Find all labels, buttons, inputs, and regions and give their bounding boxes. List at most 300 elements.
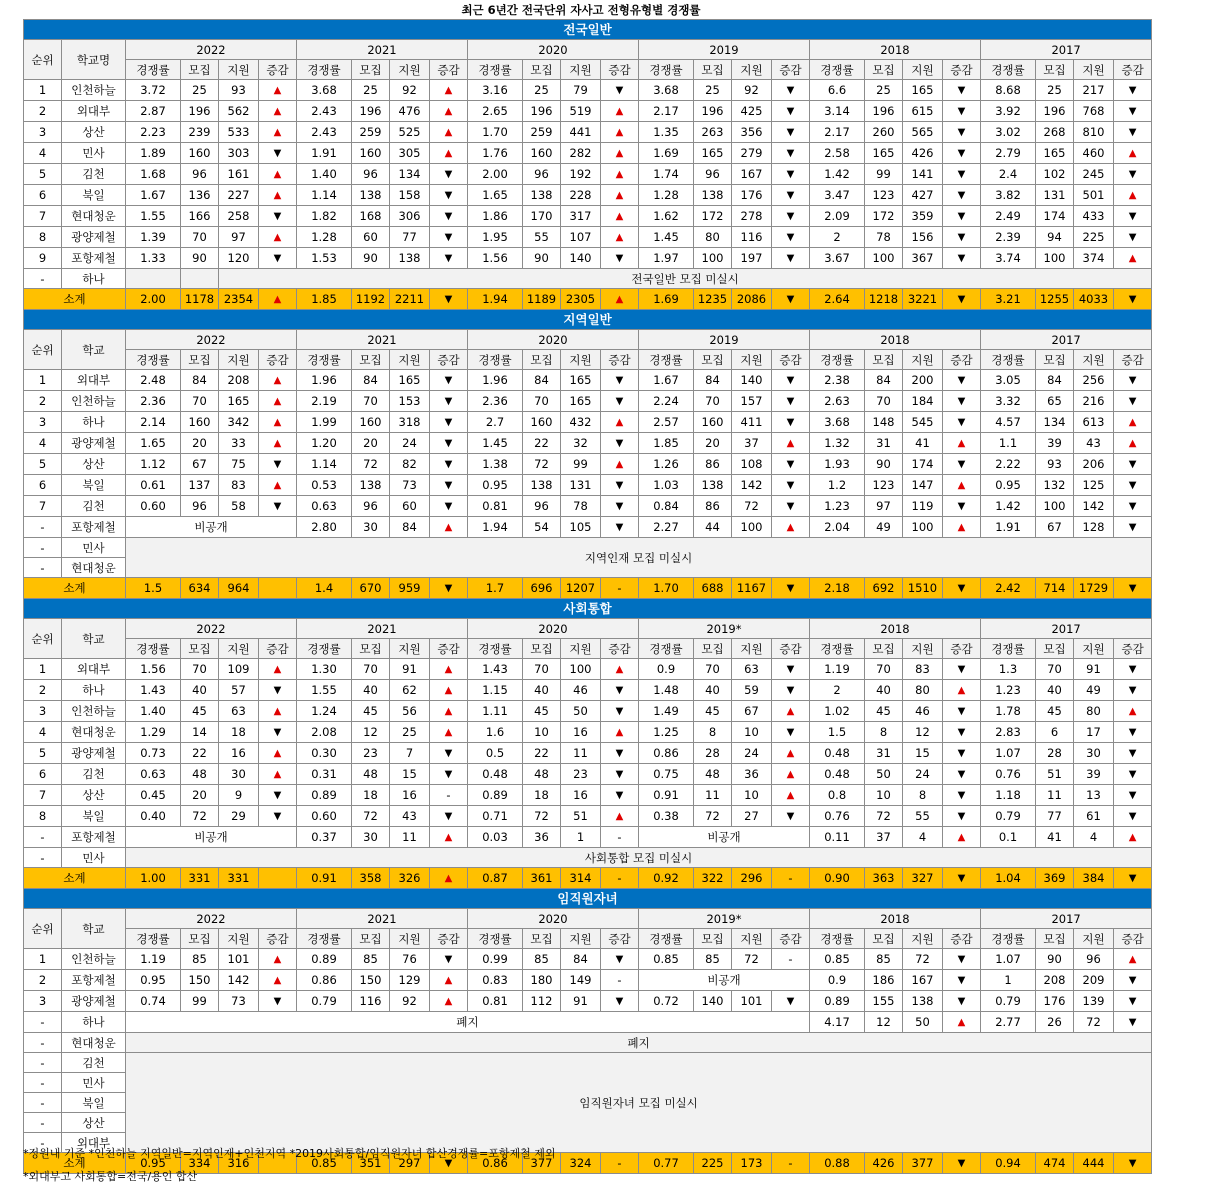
- quota-cell: 1235: [694, 289, 732, 310]
- down-triangle-icon: ▼: [957, 211, 966, 222]
- quota-cell: 70: [181, 659, 219, 680]
- rate-cell: 1.65: [468, 185, 523, 206]
- column-header: 증감: [430, 929, 468, 949]
- trend-cell: [943, 991, 981, 1012]
- rate-cell: 1.3: [981, 659, 1036, 680]
- applicant-cell: 149: [561, 970, 601, 991]
- column-header: 증감: [430, 639, 468, 659]
- rate-cell: 1.48: [639, 680, 694, 701]
- trend-cell: [1114, 578, 1152, 599]
- quota-cell: 160: [523, 412, 561, 433]
- up-triangle-icon: ▲: [273, 396, 282, 407]
- applicant-cell: 101: [219, 949, 259, 970]
- rank-cell: 1: [24, 659, 62, 680]
- trend-cell: [601, 764, 639, 785]
- up-triangle-icon: ▲: [615, 127, 624, 138]
- rate-cell: 1.5: [810, 722, 865, 743]
- rate-cell: 0.92: [639, 868, 694, 889]
- year-header: 2020: [468, 619, 639, 639]
- quota-cell: 22: [181, 743, 219, 764]
- applicant-cell: 959: [390, 578, 430, 599]
- up-triangle-icon: ▲: [1128, 417, 1137, 428]
- applicant-cell: 2211: [390, 289, 430, 310]
- up-triangle-icon: ▲: [1128, 954, 1137, 965]
- quota-cell: 25: [352, 80, 390, 101]
- trend-cell: [430, 248, 468, 269]
- school-name: 상산: [62, 785, 126, 806]
- rate-cell: 0.99: [468, 949, 523, 970]
- rate-cell: 1.70: [639, 578, 694, 599]
- rate-cell: 0.90: [810, 868, 865, 889]
- quota-cell: 1192: [352, 289, 390, 310]
- quota-cell: 96: [523, 496, 561, 517]
- rate-cell: 0.79: [981, 991, 1036, 1012]
- rate-cell: 0.48: [810, 764, 865, 785]
- rank-cell: 2: [24, 970, 62, 991]
- trend-cell: [943, 764, 981, 785]
- up-triangle-icon: ▲: [615, 727, 624, 738]
- school-name: 현대청운: [62, 1033, 126, 1053]
- applicant-cell: 55: [903, 806, 943, 827]
- table-row: [24, 164, 1152, 185]
- trend-cell: [430, 227, 468, 248]
- trend-cell: [259, 475, 297, 496]
- applicant-cell: 964: [219, 578, 259, 599]
- table-row: [24, 370, 1152, 391]
- trend-cell: [772, 206, 810, 227]
- column-header: 경쟁률: [981, 929, 1036, 949]
- rate-cell: 1.49: [639, 701, 694, 722]
- down-triangle-icon: ▼: [444, 1158, 453, 1169]
- column-header: 증감: [601, 929, 639, 949]
- trend-cell: [943, 1012, 981, 1033]
- trend-cell: [772, 743, 810, 764]
- down-triangle-icon: ▼: [1128, 106, 1137, 117]
- rate-cell: 0.03: [468, 827, 523, 848]
- rank-cell: -: [24, 269, 62, 289]
- down-triangle-icon: ▼: [1128, 769, 1137, 780]
- down-triangle-icon: ▼: [957, 873, 966, 884]
- quota-cell: 84: [694, 370, 732, 391]
- rate-cell: 0.63: [126, 764, 181, 785]
- applicant-cell: 501: [1074, 185, 1114, 206]
- trend-cell: [601, 701, 639, 722]
- school-name: 민사: [62, 1073, 126, 1093]
- column-header: 증감: [430, 350, 468, 370]
- up-triangle-icon: ▲: [444, 148, 453, 159]
- rate-cell: 0.48: [468, 764, 523, 785]
- table-row: [24, 101, 1152, 122]
- quota-cell: 150: [181, 970, 219, 991]
- applicant-cell: 24: [732, 743, 772, 764]
- column-header: 지원: [219, 60, 259, 80]
- down-triangle-icon: ▼: [273, 211, 282, 222]
- rank-cell: 8: [24, 227, 62, 248]
- down-triangle-icon: ▼: [444, 501, 453, 512]
- rate-cell: 3.02: [981, 122, 1036, 143]
- trend-cell: -: [601, 578, 639, 599]
- school-name: 민사: [62, 848, 126, 868]
- column-header: 경쟁률: [810, 929, 865, 949]
- rate-cell: 0.95: [468, 475, 523, 496]
- column-header: 지원: [390, 639, 430, 659]
- trend-cell: [1114, 206, 1152, 227]
- table-row: [24, 949, 1152, 970]
- applicant-cell: 80: [1074, 701, 1114, 722]
- rate-cell: 1.23: [981, 680, 1036, 701]
- trend-cell: [772, 433, 810, 454]
- column-header: 경쟁률: [981, 350, 1036, 370]
- applicant-cell: 108: [732, 454, 772, 475]
- trend-cell: [259, 578, 297, 599]
- rate-cell: 0.1: [981, 827, 1036, 848]
- rate-cell: 3.67: [810, 248, 865, 269]
- applicant-cell: 1167: [732, 578, 772, 599]
- school-name: 인천하늘: [62, 701, 126, 722]
- applicant-cell: 1207: [561, 578, 601, 599]
- rate-cell: 1.14: [297, 454, 352, 475]
- rate-cell: 0.88: [810, 1153, 865, 1174]
- school-name: 하나: [62, 680, 126, 701]
- trend-cell: [1114, 827, 1152, 848]
- trend-cell: [1114, 391, 1152, 412]
- column-header: 지원: [1074, 350, 1114, 370]
- trend-cell: [601, 454, 639, 475]
- trend-cell: [601, 433, 639, 454]
- applicant-cell: 8: [903, 785, 943, 806]
- quota-cell: 70: [694, 659, 732, 680]
- quota-cell: 361: [523, 868, 561, 889]
- applicant-cell: 142: [1074, 496, 1114, 517]
- column-header: 지원: [561, 929, 601, 949]
- rank-cell: 6: [24, 185, 62, 206]
- table-row: [24, 722, 1152, 743]
- school-name: 하나: [62, 1012, 126, 1033]
- applicant-cell: 134: [390, 164, 430, 185]
- up-triangle-icon: ▲: [1128, 148, 1137, 159]
- total-row: [24, 578, 1152, 599]
- applicant-cell: 100: [732, 517, 772, 538]
- school-name: 김천: [62, 764, 126, 785]
- applicant-cell: 11: [561, 743, 601, 764]
- rate-cell: 1.43: [468, 659, 523, 680]
- quota-cell: 22: [523, 743, 561, 764]
- applicant-cell: 165: [219, 391, 259, 412]
- rate-cell: 0.9: [810, 970, 865, 991]
- trend-cell: [430, 143, 468, 164]
- trend-cell: [259, 680, 297, 701]
- rate-cell: 2.64: [810, 289, 865, 310]
- column-header: 증감: [601, 60, 639, 80]
- applicant-cell: 533: [219, 122, 259, 143]
- quota-cell: 96: [352, 164, 390, 185]
- closed-label: 폐지: [126, 1012, 810, 1033]
- up-triangle-icon: ▲: [786, 748, 795, 759]
- trend-cell: [1114, 80, 1152, 101]
- school-name: 하나: [62, 412, 126, 433]
- column-header: 증감: [943, 929, 981, 949]
- applicant-cell: 120: [219, 248, 259, 269]
- year-header: 2020: [468, 909, 639, 929]
- applicant-cell: 73: [219, 991, 259, 1012]
- applicant-cell: 256: [1074, 370, 1114, 391]
- applicant-cell: 72: [732, 949, 772, 970]
- trend-cell: [601, 991, 639, 1012]
- quota-cell: 72: [523, 454, 561, 475]
- applicant-cell: 165: [903, 80, 943, 101]
- column-header: 모집: [523, 60, 561, 80]
- rate-cell: 0.95: [126, 1153, 181, 1174]
- applicant-cell: 303: [219, 143, 259, 164]
- up-triangle-icon: ▲: [615, 232, 624, 243]
- table-row: [24, 412, 1152, 433]
- rate-cell: 0.71: [468, 806, 523, 827]
- rate-cell: 1.53: [297, 248, 352, 269]
- school-name: 인천하늘: [62, 391, 126, 412]
- applicant-cell: 56: [390, 701, 430, 722]
- quota-cell: 174: [1036, 206, 1074, 227]
- quota-cell: 60: [352, 227, 390, 248]
- trend-cell: [259, 206, 297, 227]
- rate-cell: 1.25: [639, 722, 694, 743]
- applicant-cell: 374: [1074, 248, 1114, 269]
- quota-cell: 96: [694, 164, 732, 185]
- school-header: 학교: [62, 909, 126, 949]
- year-header: 2019: [639, 330, 810, 350]
- footnote-line: *정원내 기준 *인천하늘 지역일반=지역인재+인천지역 *2019사회통합/임직원자녀 합산경쟁률=포항제철 제외: [23, 1147, 556, 1160]
- column-header: 모집: [865, 60, 903, 80]
- down-triangle-icon: ▼: [1128, 996, 1137, 1007]
- rank-cell: -: [24, 1113, 62, 1133]
- column-header: 모집: [694, 60, 732, 80]
- year-header: 2018: [810, 619, 981, 639]
- rate-cell: 1.14: [297, 185, 352, 206]
- school-name: 북일: [62, 1093, 126, 1113]
- trend-cell: [259, 868, 297, 889]
- quota-cell: 78: [865, 227, 903, 248]
- applicant-cell: 158: [390, 185, 430, 206]
- quota-cell: 44: [694, 517, 732, 538]
- rate-cell: 1.19: [126, 949, 181, 970]
- closed-label: 폐지: [126, 1033, 1152, 1053]
- up-triangle-icon: ▲: [444, 85, 453, 96]
- quota-cell: 72: [181, 806, 219, 827]
- down-triangle-icon: ▼: [786, 169, 795, 180]
- quota-cell: 331: [181, 868, 219, 889]
- up-triangle-icon: ▲: [1128, 832, 1137, 843]
- school-name: 현대청운: [62, 206, 126, 227]
- quota-cell: 25: [181, 80, 219, 101]
- rate-cell: 1.94: [468, 517, 523, 538]
- rate-cell: 1.18: [981, 785, 1036, 806]
- table-row: [24, 517, 1152, 538]
- down-triangle-icon: ▼: [273, 790, 282, 801]
- trend-cell: -: [601, 1153, 639, 1174]
- applicant-cell: 46: [561, 680, 601, 701]
- table-row: [24, 701, 1152, 722]
- down-triangle-icon: ▼: [1128, 459, 1137, 470]
- quota-cell: 85: [865, 949, 903, 970]
- quota-cell: 72: [523, 806, 561, 827]
- column-header: 지원: [219, 929, 259, 949]
- rate-cell: 0.85: [810, 949, 865, 970]
- column-header: 모집: [865, 639, 903, 659]
- applicant-cell: 138: [390, 248, 430, 269]
- quota-cell: 634: [181, 578, 219, 599]
- applicant-cell: 92: [390, 80, 430, 101]
- trend-cell: [259, 722, 297, 743]
- school-header: 학교: [62, 330, 126, 370]
- rate-cell: 1.28: [297, 227, 352, 248]
- quota-cell: 10: [523, 722, 561, 743]
- trend-cell: [772, 578, 810, 599]
- up-triangle-icon: ▲: [1128, 438, 1137, 449]
- trend-cell: [430, 701, 468, 722]
- quota-cell: 70: [352, 659, 390, 680]
- trend-cell: [772, 143, 810, 164]
- rate-cell: 1.45: [639, 227, 694, 248]
- up-triangle-icon: ▲: [615, 811, 624, 822]
- quota-cell: 86: [694, 454, 732, 475]
- down-triangle-icon: ▼: [273, 459, 282, 470]
- rate-cell: 1.39: [126, 227, 181, 248]
- rate-cell: 1.6: [468, 722, 523, 743]
- section-title: 지역일반: [24, 310, 1152, 330]
- rate-cell: 1.56: [126, 659, 181, 680]
- table-row: [24, 248, 1152, 269]
- quota-cell: 25: [1036, 80, 1074, 101]
- column-header: 모집: [181, 350, 219, 370]
- trend-cell: [601, 164, 639, 185]
- quota-cell: 96: [523, 164, 561, 185]
- column-header-row: [24, 929, 1152, 949]
- trend-cell: [943, 227, 981, 248]
- applicant-cell: 96: [1074, 949, 1114, 970]
- rate-cell: 0.91: [639, 785, 694, 806]
- quota-cell: 97: [865, 496, 903, 517]
- column-header: 증감: [772, 60, 810, 80]
- rate-cell: 3.21: [981, 289, 1036, 310]
- quota-cell: 10: [865, 785, 903, 806]
- table-row: [24, 391, 1152, 412]
- trend-cell: [601, 143, 639, 164]
- up-triangle-icon: ▲: [273, 975, 282, 986]
- applicant-cell: 97: [219, 227, 259, 248]
- down-triangle-icon: ▼: [615, 769, 624, 780]
- applicant-cell: 227: [219, 185, 259, 206]
- down-triangle-icon: ▼: [786, 685, 795, 696]
- applicant-cell: 83: [219, 475, 259, 496]
- applicant-cell: 197: [732, 248, 772, 269]
- rate-cell: 1.23: [810, 496, 865, 517]
- down-triangle-icon: ▼: [615, 954, 624, 965]
- trend-cell: [430, 764, 468, 785]
- down-triangle-icon: ▼: [615, 790, 624, 801]
- private-label: 비공개: [126, 517, 297, 538]
- down-triangle-icon: ▼: [1128, 748, 1137, 759]
- quota-cell: 132: [1036, 475, 1074, 496]
- column-header: 증감: [1114, 60, 1152, 80]
- rate-cell: 1.28: [639, 185, 694, 206]
- rank-cell: 5: [24, 743, 62, 764]
- applicant-cell: 63: [732, 659, 772, 680]
- trend-cell: [1114, 454, 1152, 475]
- down-triangle-icon: ▼: [444, 190, 453, 201]
- quota-cell: 377: [523, 1153, 561, 1174]
- rate-cell: 0.60: [126, 496, 181, 517]
- table-row: [24, 1012, 1152, 1033]
- applicant-cell: 75: [219, 454, 259, 475]
- quota-cell: 85: [352, 949, 390, 970]
- quota-cell: 131: [1036, 185, 1074, 206]
- quota-cell: 160: [181, 143, 219, 164]
- rate-cell: 0.77: [639, 1153, 694, 1174]
- down-triangle-icon: ▼: [1128, 811, 1137, 822]
- school-name: 상산: [62, 454, 126, 475]
- trend-cell: [430, 991, 468, 1012]
- table-row: [24, 827, 1152, 848]
- down-triangle-icon: ▼: [444, 417, 453, 428]
- trend-cell: [1114, 289, 1152, 310]
- year-header: 2019: [639, 40, 810, 60]
- column-header: 지원: [903, 929, 943, 949]
- school-name: 북일: [62, 185, 126, 206]
- school-name: 하나: [62, 269, 126, 289]
- table-row: [24, 806, 1152, 827]
- trend-cell: [259, 391, 297, 412]
- rate-cell: 2.39: [981, 227, 1036, 248]
- rate-cell: 1.55: [126, 206, 181, 227]
- down-triangle-icon: ▼: [957, 127, 966, 138]
- applicant-cell: 46: [903, 701, 943, 722]
- rank-cell: 5: [24, 164, 62, 185]
- down-triangle-icon: ▼: [444, 438, 453, 449]
- applicant-cell: 411: [732, 412, 772, 433]
- trend-cell: [1114, 101, 1152, 122]
- trend-cell: [259, 143, 297, 164]
- quota-cell: 45: [352, 701, 390, 722]
- quota-cell: 90: [1036, 949, 1074, 970]
- year-header-row: [24, 909, 1152, 929]
- applicant-cell: 16: [561, 722, 601, 743]
- trend-cell: [259, 701, 297, 722]
- down-triangle-icon: ▼: [444, 769, 453, 780]
- quota-cell: 30: [352, 517, 390, 538]
- quota-cell: 176: [1036, 991, 1074, 1012]
- applicant-cell: 327: [903, 868, 943, 889]
- trend-cell: [772, 289, 810, 310]
- up-triangle-icon: ▲: [957, 685, 966, 696]
- down-triangle-icon: ▼: [786, 106, 795, 117]
- down-triangle-icon: ▼: [615, 501, 624, 512]
- down-triangle-icon: ▼: [786, 232, 795, 243]
- quota-cell: 14: [181, 722, 219, 743]
- rank-cell: -: [24, 827, 62, 848]
- trend-cell: [601, 80, 639, 101]
- rate-cell: 1.82: [297, 206, 352, 227]
- applicant-cell: 60: [390, 496, 430, 517]
- trend-cell: [943, 743, 981, 764]
- quota-cell: 90: [181, 248, 219, 269]
- rate-cell: 2.04: [810, 517, 865, 538]
- applicant-cell: 306: [390, 206, 430, 227]
- rate-cell: 1.56: [468, 248, 523, 269]
- quota-cell: 268: [1036, 122, 1074, 143]
- down-triangle-icon: ▼: [1128, 583, 1137, 594]
- quota-cell: 155: [865, 991, 903, 1012]
- quota-cell: 358: [352, 868, 390, 889]
- year-header: 2017: [981, 619, 1152, 639]
